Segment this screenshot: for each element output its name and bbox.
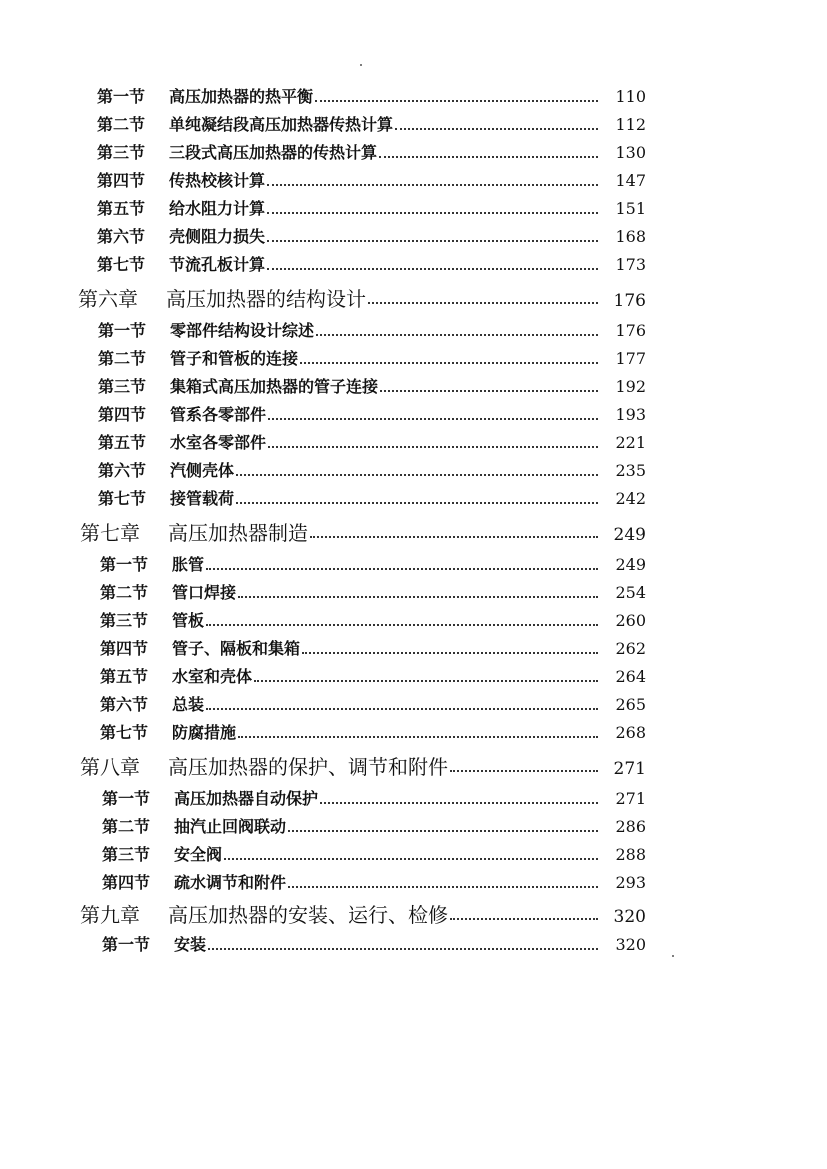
page-number: 221	[615, 433, 646, 452]
section-title: 管板	[172, 611, 205, 630]
page-number: 173	[615, 255, 646, 274]
section-number: 第一节	[102, 789, 151, 808]
page-number: 249	[613, 525, 646, 545]
page-number: 112	[615, 115, 646, 134]
section-number: 第七节	[98, 489, 147, 508]
section-title: 安全阀	[174, 845, 223, 864]
dot-leader	[368, 302, 598, 304]
dot-leader	[236, 474, 598, 476]
toc-entry	[98, 430, 646, 453]
dot-leader	[206, 708, 598, 710]
section-title: 给水阻力计算	[169, 199, 266, 218]
dot-leader	[300, 362, 598, 364]
page-number: 320	[615, 935, 646, 954]
section-number: 第六节	[98, 461, 147, 480]
toc-entry	[100, 692, 646, 715]
section-number: 第三节	[97, 143, 146, 162]
dot-leader	[288, 830, 598, 832]
page-number: 193	[615, 405, 646, 424]
toc-entry	[97, 252, 646, 275]
dot-leader	[302, 652, 598, 654]
toc-entry	[97, 112, 646, 135]
page-number: 293	[615, 873, 646, 892]
section-title: 总装	[172, 695, 205, 714]
toc-entry	[100, 636, 646, 659]
dot-leader	[395, 128, 598, 130]
page-number: 271	[615, 789, 646, 808]
chapter-title: 高压加热器的安装、运行、检修	[168, 903, 448, 927]
section-title: 水室和壳体	[172, 667, 253, 686]
section-title: 胀管	[172, 555, 205, 574]
section-title: 壳侧阻力损失	[169, 227, 266, 246]
toc-entry	[102, 932, 646, 955]
page-number: 288	[615, 845, 646, 864]
chapter-number: 第六章	[78, 287, 138, 311]
section-number: 第四节	[100, 639, 149, 658]
section-number: 第六节	[100, 695, 149, 714]
toc-entry	[97, 168, 646, 191]
dot-leader	[238, 736, 598, 738]
toc-entry	[100, 608, 646, 631]
toc-entry	[100, 580, 646, 603]
section-title: 管系各零部件	[170, 405, 267, 424]
section-number: 第一节	[102, 935, 151, 954]
toc-chapter	[78, 283, 646, 312]
page-number: 147	[615, 171, 646, 190]
page-number: 130	[615, 143, 646, 162]
section-title: 单纯凝结段高压加热器传热计算	[169, 115, 394, 134]
page-number: 151	[615, 199, 646, 218]
dot-leader	[288, 886, 598, 888]
dot-leader	[315, 100, 598, 102]
section-title: 水室各零部件	[170, 433, 267, 452]
page-number: 168	[615, 227, 646, 246]
section-number: 第五节	[97, 199, 146, 218]
dot-leader	[224, 858, 598, 860]
page-number: 260	[615, 611, 646, 630]
toc-entry	[102, 786, 646, 809]
section-number: 第二节	[97, 115, 146, 134]
section-title: 防腐措施	[172, 723, 237, 742]
dot-leader	[206, 568, 598, 570]
section-number: 第四节	[98, 405, 147, 424]
page-number: 262	[615, 639, 646, 658]
section-number: 第五节	[100, 667, 149, 686]
dot-leader	[267, 212, 598, 214]
section-number: 第五节	[98, 433, 147, 452]
section-number: 第二节	[100, 583, 149, 602]
section-number: 第七节	[100, 723, 149, 742]
toc-entry	[98, 346, 646, 369]
page-number: 192	[615, 377, 646, 396]
section-title: 节流孔板计算	[169, 255, 266, 274]
dot-leader	[267, 184, 598, 186]
section-number: 第一节	[98, 321, 147, 340]
section-title: 管口焊接	[172, 583, 237, 602]
toc-entry	[100, 664, 646, 687]
section-number: 第四节	[97, 171, 146, 190]
toc-entry	[100, 720, 646, 743]
page-number: 176	[613, 291, 646, 311]
section-title: 汽侧壳体	[170, 461, 235, 480]
section-title: 三段式高压加热器的传热计算	[169, 143, 378, 162]
section-number: 第六节	[97, 227, 146, 246]
section-title: 管子和管板的连接	[170, 349, 299, 368]
dot-leader	[208, 948, 598, 950]
page-number: 271	[613, 759, 646, 779]
section-title: 高压加热器自动保护	[174, 789, 319, 808]
page-number: 286	[615, 817, 646, 836]
dot-leader	[380, 390, 598, 392]
toc-entry	[97, 140, 646, 163]
dot-leader	[254, 680, 598, 682]
dot-leader	[267, 268, 598, 270]
section-number: 第三节	[100, 611, 149, 630]
chapter-title: 高压加热器的保护、调节和附件	[168, 755, 448, 779]
section-number: 第三节	[102, 845, 151, 864]
toc-entry	[98, 374, 646, 397]
section-title: 传热校核计算	[169, 171, 266, 190]
page-number: 254	[615, 583, 646, 602]
dot-leader	[206, 624, 598, 626]
toc-chapter	[80, 751, 646, 780]
toc-entry	[98, 402, 646, 425]
chapter-title: 高压加热器的结构设计	[166, 287, 366, 311]
chapter-title: 高压加热器制造	[168, 521, 308, 545]
toc-entry	[100, 552, 646, 575]
toc-chapter	[80, 899, 646, 928]
dot-leader	[268, 446, 598, 448]
section-title: 零部件结构设计综述	[170, 321, 315, 340]
section-title: 疏水调节和附件	[174, 873, 287, 892]
section-number: 第三节	[98, 377, 147, 396]
section-title: 管子、隔板和集箱	[172, 639, 301, 658]
section-number: 第七节	[97, 255, 146, 274]
page-number: 242	[615, 489, 646, 508]
toc-entry	[97, 196, 646, 219]
scan-speck	[360, 64, 362, 66]
toc-entry	[102, 814, 646, 837]
page-number: 235	[615, 461, 646, 480]
dot-leader	[450, 918, 598, 920]
dot-leader	[379, 156, 598, 158]
page-number: 268	[615, 723, 646, 742]
dot-leader	[310, 536, 598, 538]
page-number: 264	[615, 667, 646, 686]
dot-leader	[320, 802, 598, 804]
dot-leader	[268, 418, 598, 420]
section-title: 集箱式高压加热器的管子连接	[170, 377, 379, 396]
dot-leader	[236, 502, 598, 504]
scan-speck	[672, 955, 674, 957]
dot-leader	[450, 770, 598, 772]
toc-entry	[102, 842, 646, 865]
chapter-number: 第九章	[80, 903, 140, 927]
toc-chapter	[80, 517, 646, 546]
toc-entry	[97, 224, 646, 247]
section-number: 第一节	[100, 555, 149, 574]
page-number: 320	[613, 907, 646, 927]
page-number: 110	[615, 87, 646, 106]
dot-leader	[316, 334, 598, 336]
section-number: 第一节	[97, 87, 146, 106]
chapter-number: 第七章	[80, 521, 140, 545]
page-number: 176	[615, 321, 646, 340]
page-number: 265	[615, 695, 646, 714]
chapter-number: 第八章	[80, 755, 140, 779]
toc-entry	[98, 318, 646, 341]
section-title: 接管载荷	[170, 489, 235, 508]
section-title: 安装	[174, 935, 207, 954]
section-number: 第二节	[98, 349, 147, 368]
section-number: 第四节	[102, 873, 151, 892]
dot-leader	[267, 240, 598, 242]
section-number: 第二节	[102, 817, 151, 836]
section-title: 抽汽止回阀联动	[174, 817, 287, 836]
dot-leader	[238, 596, 598, 598]
toc-entry	[97, 84, 646, 107]
toc-entry	[98, 458, 646, 481]
toc-entry	[98, 486, 646, 509]
page-number: 177	[615, 349, 646, 368]
page-number: 249	[615, 555, 646, 574]
section-title: 高压加热器的热平衡	[169, 87, 314, 106]
toc-entry	[102, 870, 646, 893]
